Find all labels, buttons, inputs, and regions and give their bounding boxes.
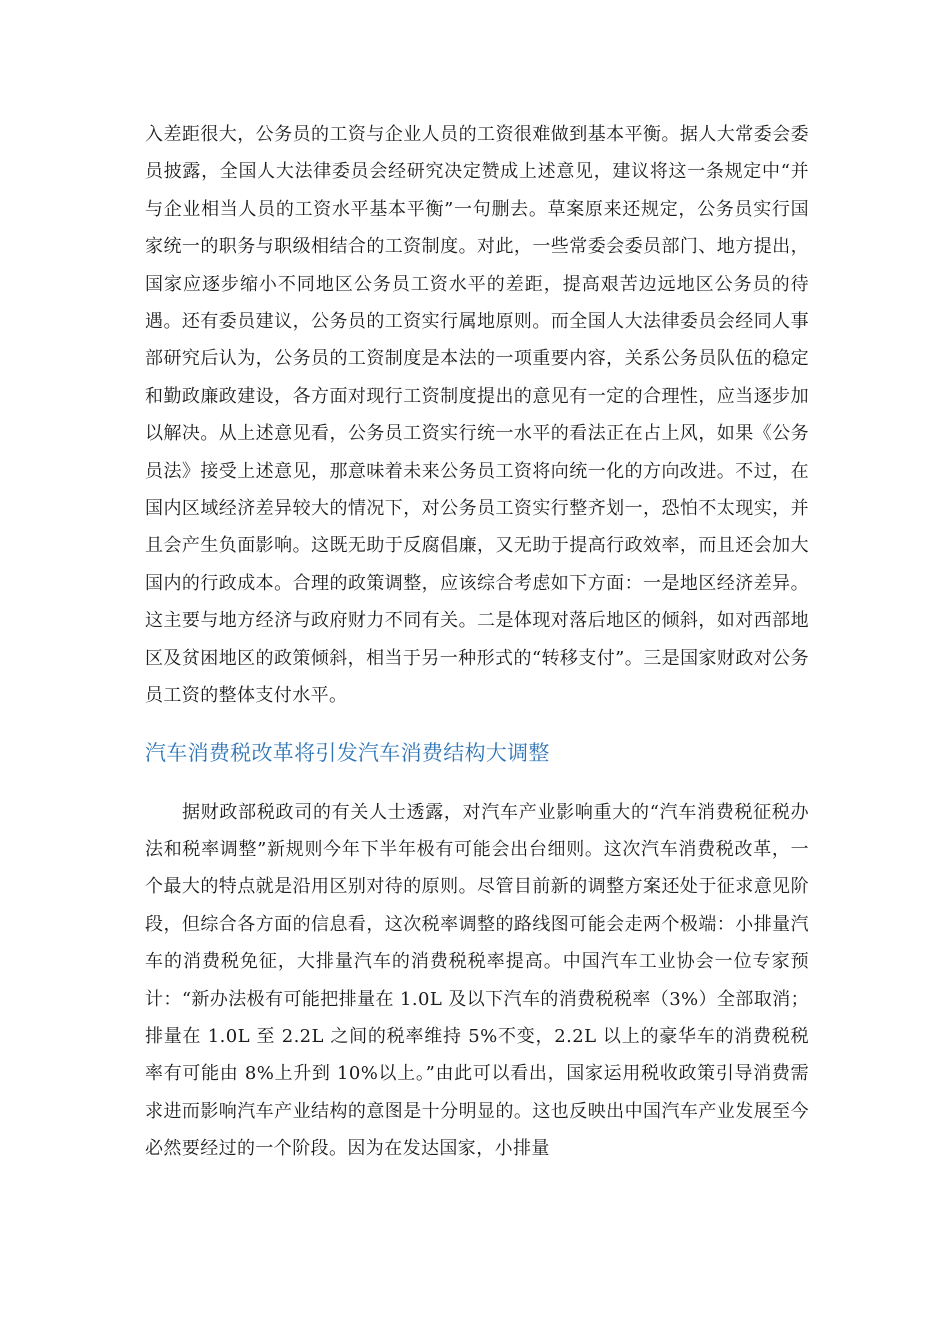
body-paragraph-2: 据财政部税政司的有关人士透露，对汽车产业影响重大的“汽车消费税征税办法和税率调整”新规则今年下半年极有可能会出台细则。这次汽车消费税改革，一个最大的特点就是沿用区别对待的原则。尽管目前新的调整方案还处于征求意见阶段，但综合各方面的信息看，这次税率调整的路线图可能会走两个极端：小排量汽车的消费税免征，大排量汽车的消费税税率提高。中国汽车工业协会一位专家预计：“新办法极有可能把排量在 1.0L 及以下汽车的消费税税率（3%）全部取消；排量在 1.0L 至 2.2L 之间的税率维持 5%不变，2.2L 以上的豪华车的消费税税率有可能由 8%上升到 10%以上。”由此可以看出，国家运用税收政策引导消费需求进而影响汽车产业结构的意图是十分明显的。这也反映出中国汽车产业发展至今必然要经过的一个阶段。因为在发达国家，小排量 <box>145 801 809 1160</box>
section-heading: 汽车消费税改革将引发汽车消费结构大调整 <box>145 740 550 765</box>
document-page <box>145 116 809 1168</box>
body-paragraph-1: 入差距很大，公务员的工资与企业人员的工资很难做到基本平衡。据人大常委会委员披露，全国人大法律委员会经研究决定赞成上述意见，建议将这一条规定中“并与企业相当人员的工资水平基本平衡”一句删去。草案原来还规定，公务员实行国家统一的职务与职级相结合的工资制度。对此，一些常委会委员部门、地方提出，国家应逐步缩小不同地区公务员工资水平的差距，提高艰苦边远地区公务员的待遇。还有委员建议，公务员的工资实行属地原则。而全国人大法律委员会经同人事部研究后认为，公务员的工资制度是本法的一项重要内容，关系公务员队伍的稳定和勤政廉政建设，各方面对现行工资制度提出的意见有一定的合理性，应当逐步加以解决。从上述意见看，公务员工资实行统一水平的看法正在占上风，如果《公务员法》接受上述意见，那意味着未来公务员工资将向统一化的方向改进。不过，在国内区域经济差异较大的情况下，对公务员工资实行整齐划一，恐怕不太现实，并且会产生负面影响。这既无助于反腐倡廉，又无助于提高行政效率，而且还会加大国内的行政成本。合理的政策调整，应该综合考虑如下方面：一是地区经济差异。这主要与地方经济与政府财力不同有关。二是体现对落后地区的倾斜，如对西部地区及贫困地区的政策倾斜，相当于另一种形式的“转移支付”。三是国家财政对公务员工资的整体支付水平。 <box>145 124 809 707</box>
